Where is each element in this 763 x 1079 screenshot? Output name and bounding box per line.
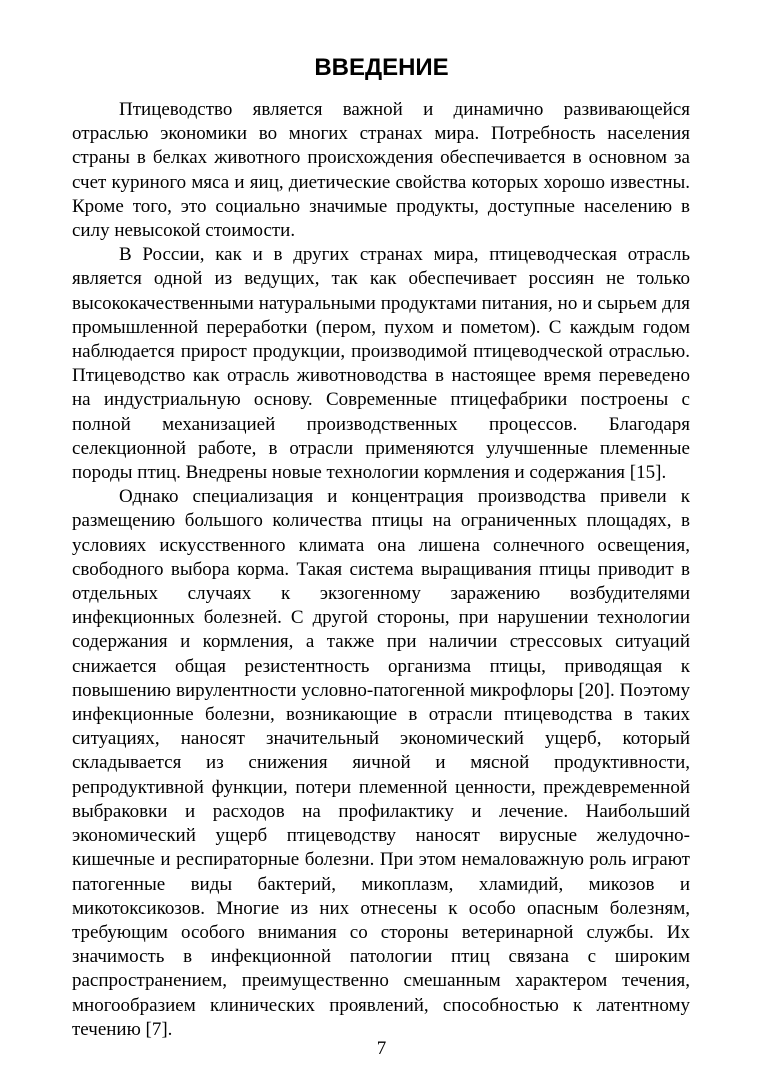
body-text <box>72 98 690 1042</box>
page-number: 7 <box>376 1038 387 1059</box>
paragraph-russia-poultry-industry: В России, как и в других странах мира, птицеводческая отрасль является одной из ведущих, так как обеспечивает россиян не только высококачественными натуральными продуктами питания, но и сырьем для промышленной переработки (пером, пухом и пометом). С каждым годом наблюдается прирост продукции, производимой птицеводческой отраслью. Птицеводство как отрасль животноводства в настоящее время переведено на индустриальную основу. Современные птицефабрики построены с полной механизацией производственных процессов. Благодаря селекционной работе, в отрасли применяются улучшенные племенные породы птиц. Внедрены новые технологии кормления и содержания [15]. <box>72 244 690 484</box>
page-title: ВВЕДЕНИЕ <box>314 54 449 81</box>
paragraph-infectious-diseases: Однако специализация и концентрация производства привели к размещению большого количества птицы на ограниченных площадях, в условиях искусственного климата она лишена солнечного освещения, свободного выбора корма. Такая система выращивания птицы приводит в отдельных случаях к экзогенному заражению возбудителями инфекционных болезней. С другой стороны, при нарушении технологии содержания и кормления, а также при наличии стрессовых ситуаций снижается общая резистентность организма птицы, приводящая к повышению вирулентности условно-патогенной микрофлоры [20]. Поэтому инфекционные болезни, возникающие в отрасли птицеводства в таких ситуациях, наносят значительный экономический ущерб, который складывается из снижения яичной и мясной продуктивности, репродуктивной функции, потери племенной ценности, преждевременной выбраковки и расходов на профилактику и лечение. Наибольший экономический ущерб птицеводству наносят вирусные желудочно-кишечные и респираторные болезни. При этом немаловажную роль играют патогенные виды бактерий, микоплазм, хламидий, микозов и микотоксикозов. Многие из них отнесены к особо опасным болезням, требующим особого внимания со стороны ветеринарной службы. Их значимость в инфекционной патологии птиц связана с широким распространением, преимущественно смешанным характером течения, многообразием клинических проявлений, способностью к латентному течению [7]. <box>72 486 690 1040</box>
paragraph-poultry-importance: Птицеводство является важной и динамично развивающейся отраслью экономики во многих странах мира. Потребность населения страны в белках животного происхождения обеспечивается в основном за счет куриного мяса и яиц, диетические свойства которых хорошо известны. Кроме того, это социально значимые продукты, доступные населению в силу невысокой стоимости. <box>72 99 690 242</box>
